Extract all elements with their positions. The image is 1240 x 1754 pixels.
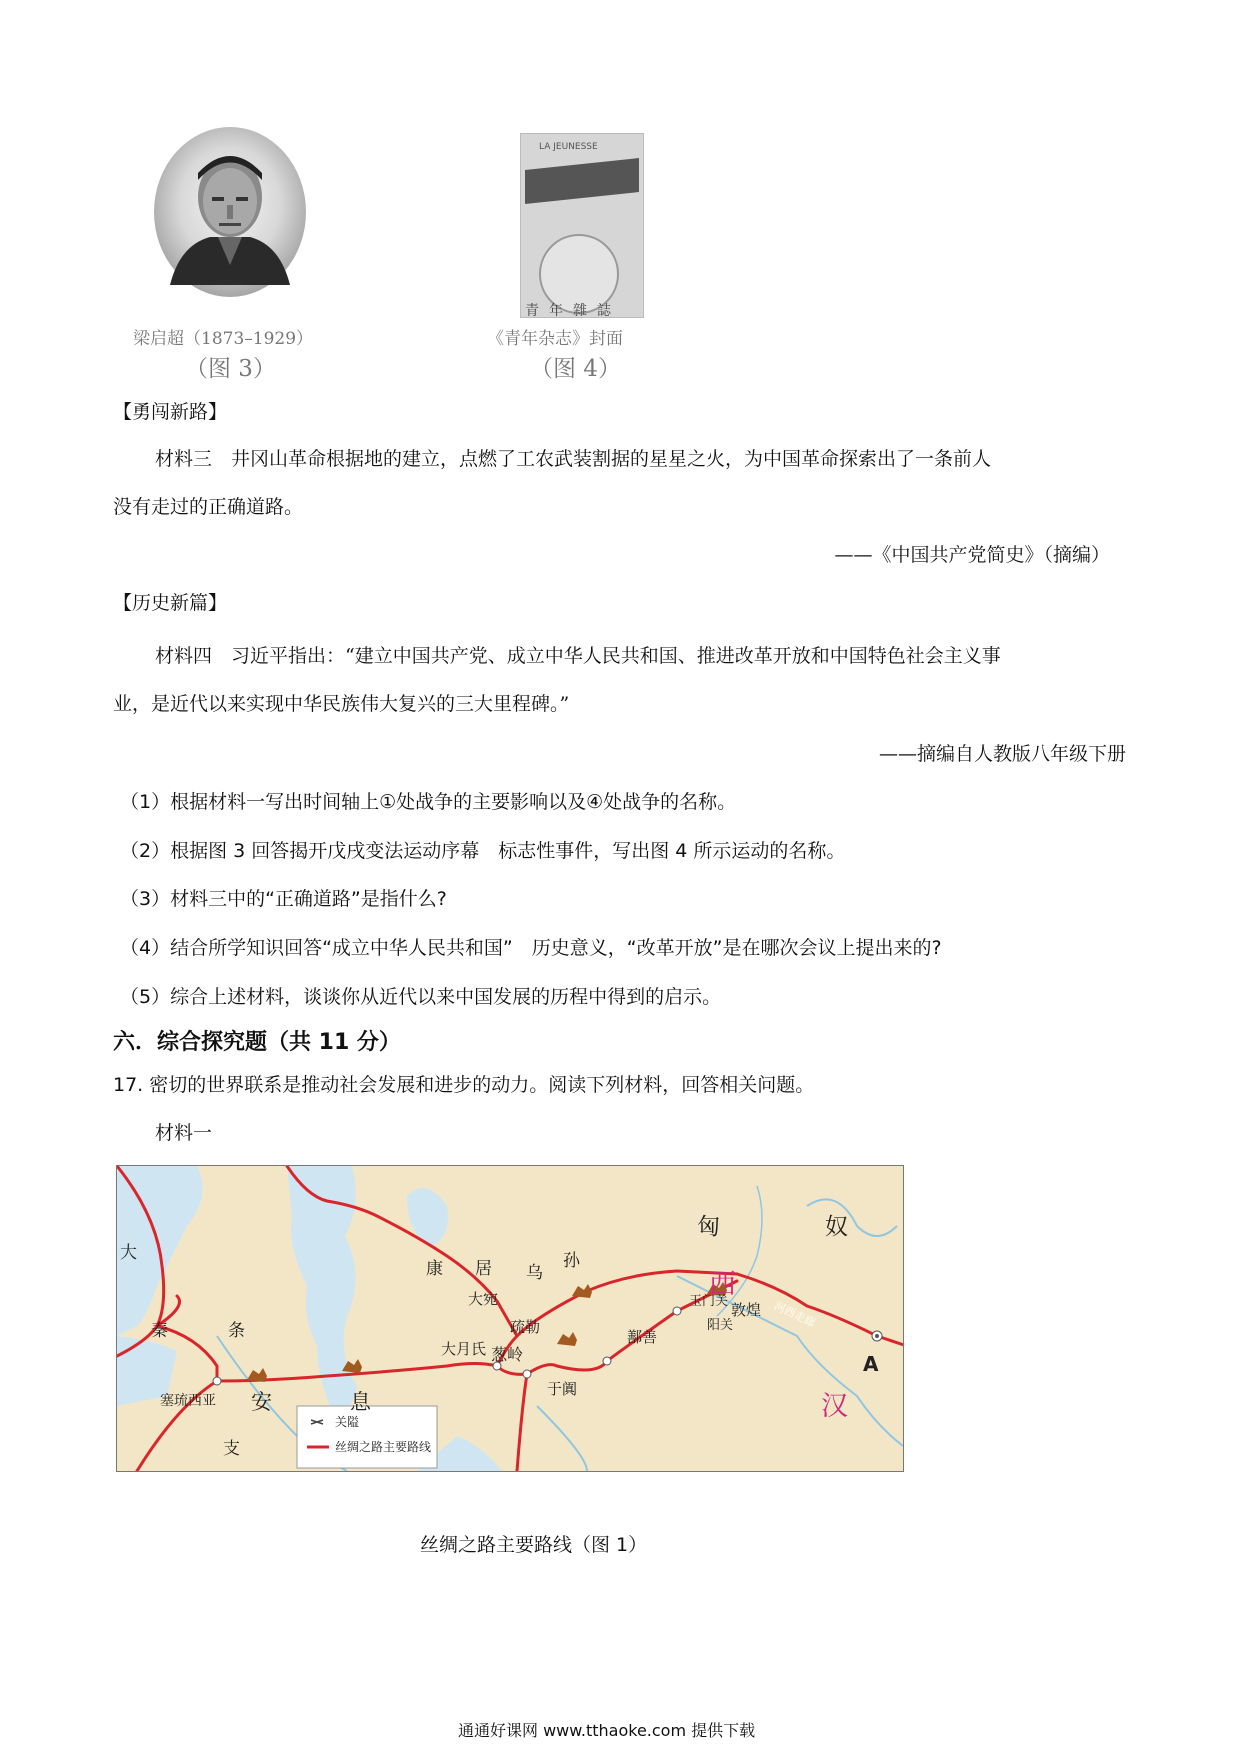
map-label-kangju-2: 居 [475, 1259, 492, 1279]
map-label-dayuezhi: 大月氏 [441, 1340, 487, 1358]
map-label-anxi-1: 安 [251, 1390, 272, 1414]
map-legend-pass: 关隘 [335, 1415, 360, 1429]
map-label-wusun-2: 孙 [563, 1251, 580, 1271]
map-label-han: 汉 [821, 1391, 848, 1422]
material1-label: 材料一 [155, 1122, 213, 1144]
map-label-kangju-1: 康 [426, 1259, 443, 1279]
map-caption: 丝绸之路主要路线（图 1） [420, 1534, 648, 1556]
material4-line2: 业，是近代以来实现中华民族伟大复兴的三大里程碑。” [113, 693, 570, 715]
map-label-hexi: 河西走廊 [772, 1299, 818, 1330]
map-label-xiongnu-2: 奴 [825, 1214, 848, 1240]
map-label-da: 大 [120, 1243, 137, 1263]
figure-3-label: （图 3） [185, 356, 276, 382]
map-label-a-point: A [863, 1352, 879, 1376]
material4-line1: 材料四 习近平指出：“建立中国共产党、成立中华人民共和国、推进改革开放和中国特色社会主义事 [155, 645, 1001, 667]
section-heading-brave-path: 【勇闯新路】 [113, 401, 228, 423]
map-label-anxi-2: 息 [350, 1390, 371, 1414]
material3-line1: 材料三 井冈山革命根据地的建立，点燃了工农武装割据的星星之火，为中国革命探索出了一条前人 [155, 448, 992, 470]
portrait-image [150, 125, 310, 300]
map-label-shule: 疏勒 [510, 1318, 541, 1336]
section-heading-history-chapter: 【历史新篇】 [113, 592, 228, 614]
question-4: （4）结合所学知识回答“成立中华人民共和国” 历史意义，“改革开放”是在哪次会议上提出来的? [120, 937, 942, 959]
section-6-title: 六．综合探究题（共 11 分） [113, 1030, 401, 1055]
map-label-dunhuang: 敦煌 [731, 1301, 762, 1319]
map-label-seleucia: 塞琉西亚 [160, 1393, 216, 1409]
map-label-yumenguan: 玉门关 [689, 1294, 729, 1309]
material4-source: ——摘编自人教版八年级下册 [878, 743, 1126, 765]
map-label-congling: 葱岭 [491, 1345, 524, 1364]
map-label-xiongnu-1: 匈 [697, 1214, 720, 1240]
figure-3-portrait [150, 125, 310, 300]
figure-4-name: 《青年杂志》封面 [487, 329, 623, 349]
map-label-dayuan: 大宛 [468, 1290, 499, 1308]
map-label-xi: 西 [709, 1269, 736, 1300]
page-footer: 通通好课网 www.tthaoke.com 提供下载 [458, 1721, 756, 1740]
map-label-qin: 秦 [151, 1321, 168, 1341]
question-5: （5）综合上述材料，谈谈你从近代以来中国发展的历程中得到的启示。 [120, 986, 722, 1008]
question-1: （1）根据材料一写出时间轴上①处战争的主要影响以及④处战争的名称。 [120, 791, 737, 813]
map-label-zhi: 支 [223, 1439, 240, 1459]
map-label-wusun-1: 乌 [526, 1263, 543, 1283]
map-label-tiaozhi: 条 [228, 1321, 245, 1341]
question-3: （3）材料三中的“正确道路”是指什么? [120, 888, 447, 910]
figure-3-name: 梁启超（1873–1929） [133, 329, 314, 349]
map-legend-route: 丝绸之路主要路线 [335, 1440, 432, 1454]
figure-4-magazine-cover [520, 133, 644, 318]
question-17: 17. 密切的世界联系是推动社会发展和进步的动力。阅读下列材料，回答相关问题。 [113, 1074, 815, 1096]
magazine-banner [525, 158, 639, 204]
map-label-yangguan: 阳关 [707, 1318, 734, 1333]
silk-road-map [116, 1165, 904, 1472]
map-label-shanshan: 鄯善 [627, 1328, 658, 1346]
magazine-glyph-row: 青年雜誌 [525, 303, 621, 319]
magazine-title: LA JEUNESSE [539, 142, 598, 152]
map-label-yutian: 于阗 [547, 1380, 578, 1398]
material3-source: ——《中国共产党简史》（摘编） [834, 544, 1110, 566]
material3-line2: 没有走过的正确道路。 [113, 496, 304, 518]
question-2: （2）根据图 3 回答揭开戊戌变法运动序幕 标志性事件，写出图 4 所示运动的名称。 [120, 840, 846, 862]
figure-4-label: （图 4） [530, 356, 621, 382]
